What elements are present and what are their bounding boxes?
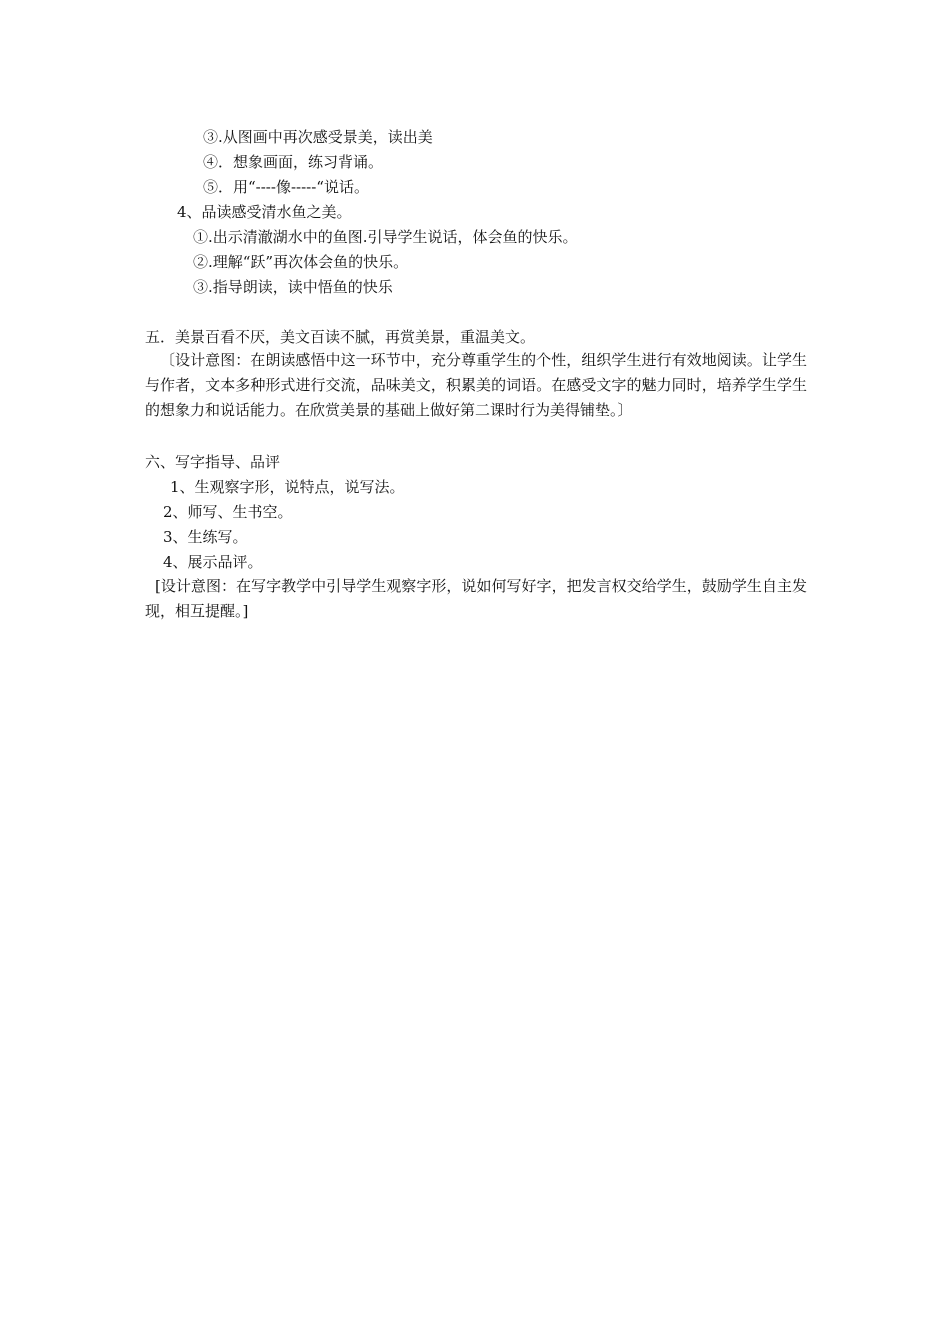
design-intent-paragraph-2: [设计意图：在写字教学中引导学生观察字形，说如何写好字，把发言权交给学生，鼓励学生自主发现，相互提醒。] — [145, 577, 807, 620]
step-4-text: ④．想象画面，练习背诵。 — [203, 153, 384, 171]
writing-step-1: 1、生观察字形，说特点，说写法。 — [170, 478, 405, 496]
substep-2-text: ②.理解“跃”再次体会鱼的快乐。 — [193, 253, 409, 271]
substep-1-text: ①.出示清澈湖水中的鱼图.引导学生说话，体会鱼的快乐。 — [193, 228, 578, 246]
step-5-text: ⑤．用“----像-----“说话。 — [203, 178, 369, 196]
step-3-text: ③.从图画中再次感受景美，读出美 — [203, 128, 433, 146]
design-intent-paragraph-1: 〔设计意图：在朗读感悟中这一环节中，充分尊重学生的个性，组织学生进行有效地阅读。让学生与作者，文本多种形式进行交流，品味美文，积累美的词语。在感受文字的魅力同时，培养学生学生的想象力和说话能力。在欣赏美景的基础上做好第二课时行为美得铺垫。〕 — [145, 351, 807, 419]
section-4-heading: 4、品读感受清水鱼之美。 — [177, 203, 352, 221]
writing-step-3: 3、生练写。 — [163, 528, 248, 546]
substep-3-text: ③.指导朗读，读中悟鱼的快乐 — [193, 278, 393, 296]
writing-step-4: 4、展示品评。 — [163, 553, 263, 571]
writing-step-2: 2、师写、生书空。 — [163, 503, 293, 521]
section-5-heading: 五．美景百看不厌，美文百读不腻，再赏美景，重温美文。 — [145, 328, 536, 346]
section-6-heading: 六、写字指导、品评 — [145, 453, 281, 471]
